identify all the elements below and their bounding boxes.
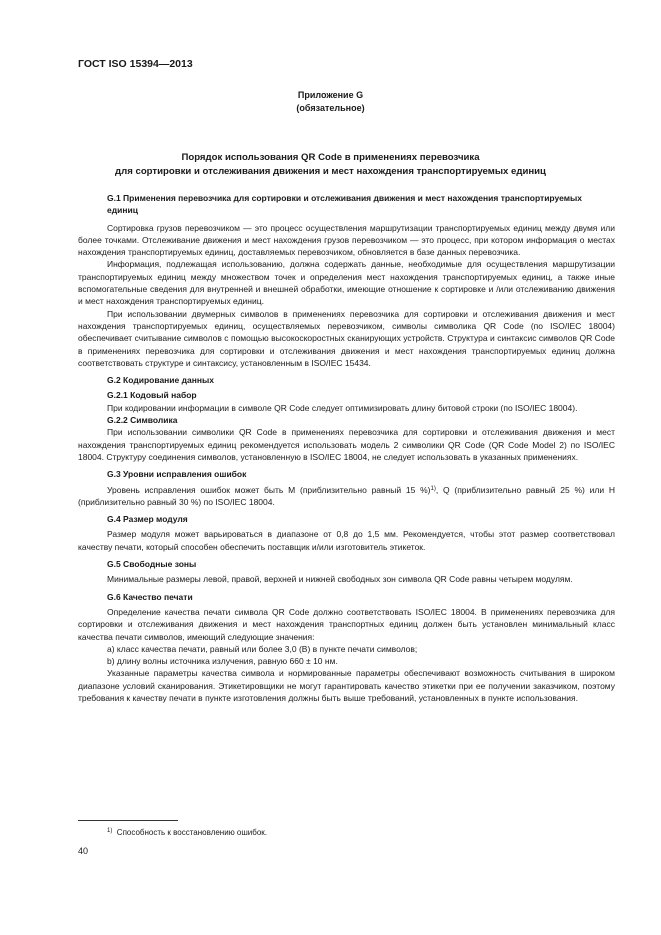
section-g5-paragraph: Минимальные размеры левой, правой, верхней и нижней свободных зон символа QR Code равны четырем модулям. bbox=[107, 574, 573, 585]
section-g1-title: G.1 Применения перевозчика для сортировки и отслеживания движения и мест нахождения транспортируемых единиц bbox=[107, 193, 583, 216]
section-g3-text-b: , Q (приблизительно равный 25 %) или Н (приблизительно равный 30 %) по ISO/IEC 18004. bbox=[78, 484, 616, 507]
section-g5-title: G.5 Свободные зоны bbox=[107, 559, 197, 570]
appendix-status: (обязательное) bbox=[296, 103, 365, 113]
section-g1-paragraph-2: Информация, подлежащая использованию, должна содержать данные, необходимые для осуществления маршрутизации транспортируемых единиц между множеством точек и определения мест нахождения транспортируемых единиц, а также иные вспомогательные сведения для внутренней и внешней обработки, имеющие отношение к сортировке и /или отслеживанию движения и мест нахождения транспортируемых единиц. bbox=[78, 259, 615, 307]
section-g22-paragraph: При использовании символики QR Code в применениях перевозчика для сортировки и отслеживания движения и мест нахождения транспортируемых единиц рекомендуется использовать модель 2 символики QR Code (QR Code Model 2) по ISO/IEC 18004. Структуру соединения символов, установленную в ISO/IEC 18004, не следует использовать в указанных применениях. bbox=[78, 427, 615, 462]
section-g6-item-a: а) класс качества печати, равный или более 3,0 (В) в пункте печати символов; bbox=[107, 643, 418, 654]
appendix-heading bbox=[0, 89, 661, 115]
section-g3-title: G.3 Уровни исправления ошибок bbox=[107, 469, 247, 480]
section-g6-paragraph-1: Определение качества печати символа QR Code должно соответствовать ISO/IEC 18004. В применениях перевозчика для сортировки и отслеживания движения и мест нахождения транспортных единиц должен быть установлен минимальный класс качества печати символов, имеющий следующие значения: bbox=[78, 606, 615, 642]
section-g2-title: G.2 Кодирование данных bbox=[107, 375, 215, 386]
footnote-text: Способность к восстановлению ошибок. bbox=[116, 828, 268, 837]
section-g4-paragraph: Размер модуля может варьироваться в диапазоне от 0,8 до 1,5 мм. Рекомендуется, чтобы этот размер соответствовал качеству печати, который способен обеспечить поставщик и/или изготовитель этикеток. bbox=[78, 529, 615, 552]
section-g21-paragraph: При кодировании информации в символе QR Code следует оптимизировать длину битовой строки (по ISO/IEC 18004). bbox=[107, 402, 578, 413]
main-title-line-1: Порядок использования QR Code в применениях перевозчика bbox=[181, 152, 480, 163]
section-g3-text-a: Уровень исправления ошибок может быть М (приблизительно равный 15 %) bbox=[107, 484, 431, 495]
appendix-main-title bbox=[0, 151, 661, 178]
document-body bbox=[78, 192, 615, 704]
footnote-mark: 1) bbox=[107, 828, 113, 834]
section-g21-title: G.2.1 Кодовый набор bbox=[107, 390, 197, 401]
footnote-reference: 1) bbox=[430, 485, 436, 492]
section-g6-paragraph-2: Указанные параметры качества символа и нормированные параметры обеспечивают возможность считывания в широком диапазоне условий сканирования. Этикетировщики не могут гарантировать качество этикетки при ее получении заказчиком, поэтому требования к качеству печати в пункте изготовления должны быть выше требований, установленных в пункте использования. bbox=[78, 668, 615, 703]
section-g3-paragraph bbox=[78, 484, 615, 509]
section-g6-title: G.6 Качество печати bbox=[107, 591, 193, 602]
main-title-line-2: для сортировки и отслеживания движения и мест нахождения транспортируемых единиц bbox=[115, 165, 546, 177]
footnote-separator bbox=[78, 820, 178, 821]
section-g1-paragraph-1: Сортировка грузов перевозчиком — это процесс осуществления маршрутизации транспортируемых единиц между двумя или более точками. Отслеживание движения и мест нахождения грузов перевозчиком — это процесс, при котором информация о местах нахождения транспортируемых единиц, доставляемых перевозчиком, обновляется в базе данных перевозчика. bbox=[78, 222, 615, 258]
section-g6-item-b: b) длину волны источника излучения, равную 660 ± 10 нм. bbox=[107, 656, 338, 667]
page-number: 40 bbox=[78, 846, 89, 856]
section-g4-title: G.4 Размер модуля bbox=[107, 514, 188, 525]
section-g1-paragraph-3: При использовании двумерных символов в применениях перевозчика для сортировки и отслеживания движения и мест нахождения транспортируемых единиц, осуществляемых перевозчиком, символы символика QR Code (по ISO/IEC 18004) обеспечивает считывание символов с помощью высокоскоростных сканирующих устройств. Структура и синтаксис символов QR Code в применениях перевозчика для сортировки и отслеживания движения и мест нахождения транспортируемых единиц должна соответствовать структуре и синтаксису, установленным в ISO/IEC 15434. bbox=[78, 308, 615, 368]
standard-header: ГОСТ ISO 15394—2013 bbox=[78, 58, 193, 70]
footnote bbox=[107, 827, 267, 838]
section-g22-title: G.2.2 Символика bbox=[107, 415, 178, 426]
appendix-title: Приложение G bbox=[297, 90, 364, 100]
